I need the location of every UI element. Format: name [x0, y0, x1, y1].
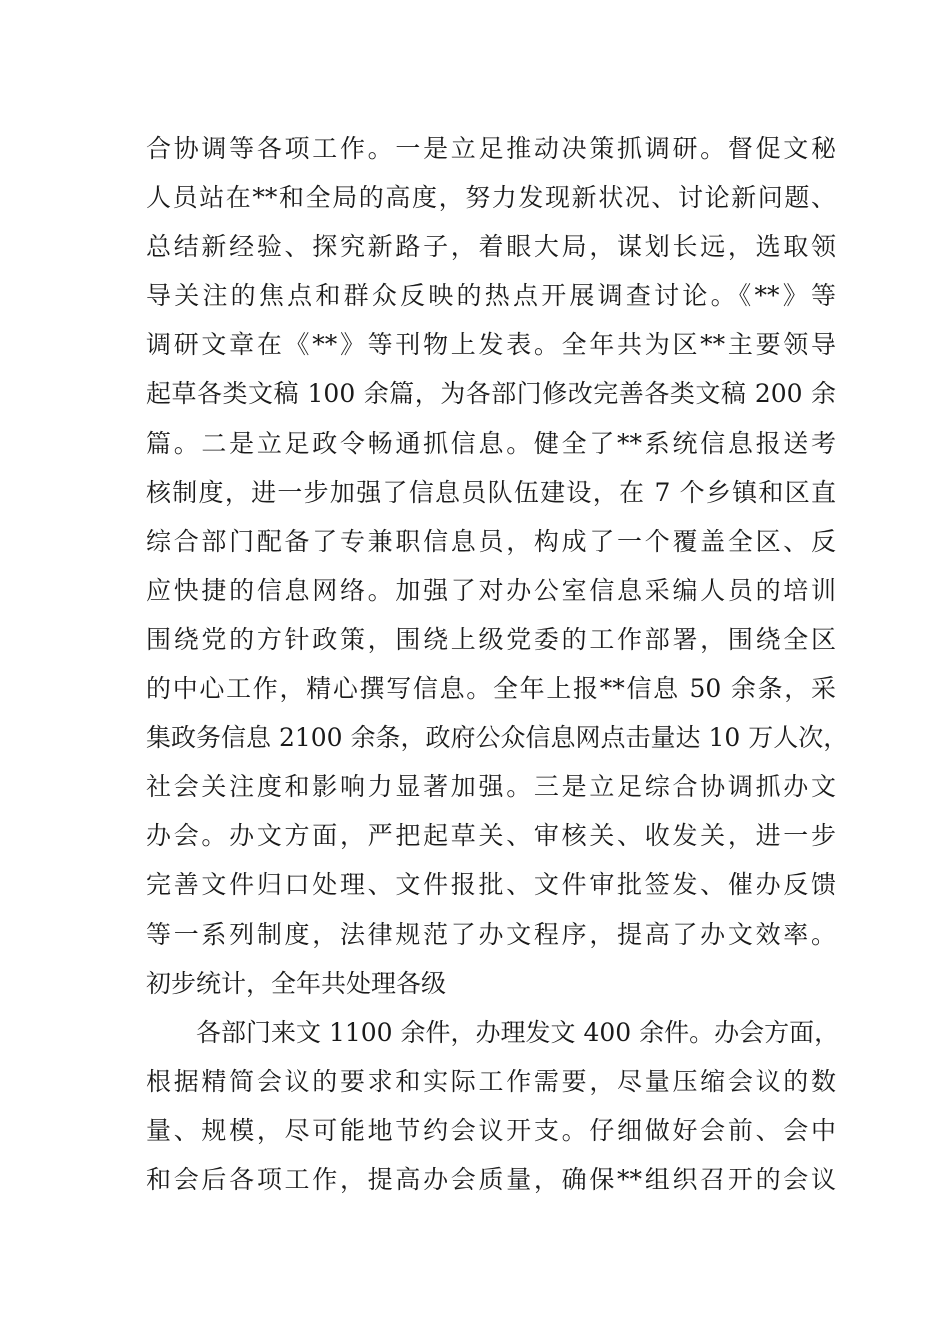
text-line: 核制度，进一步加强了信息员队伍建设，在 7 个乡镇和区直: [146, 477, 836, 507]
text-line: 合协调等各项工作。一是立足推动决策抓调研。督促文秘: [146, 134, 836, 163]
text-line: 完善文件归口处理、文件报批、文件审批签发、催办反馈: [146, 870, 836, 900]
paragraph-first-line: 各部门来文 1100 余件，办理发文 400 余件。办会方面，: [196, 1017, 840, 1047]
text-line: 总结新经验、探究新路子，着眼大局，谋划长远，选取领: [146, 232, 836, 262]
text-line: 调研文章在《**》等刊物上发表。全年共为区**主要领导: [146, 330, 836, 360]
text-line: 人员站在**和全局的高度，努力发现新状况、讨论新问题、: [146, 183, 836, 213]
text-line: 综合部门配备了专兼职信息员，构成了一个覆盖全区、反: [146, 526, 836, 556]
text-line: 等一系列制度，法律规范了办文程序，提高了办文效率。: [146, 919, 836, 949]
text-line: 和会后各项工作，提高办会质量，确保**组织召开的会议: [146, 1164, 836, 1194]
text-line: 起草各类文稿 100 余篇，为各部门修改完善各类文稿 200 余: [146, 379, 836, 409]
text-line: 应快捷的信息网络。加强了对办公室信息采编人员的培训: [146, 575, 836, 605]
text-line: 量、规模，尽可能地节约会议开支。仔细做好会前、会中: [146, 1115, 836, 1145]
text-line: 导关注的焦点和群众反映的热点开展调查讨论。《**》等: [146, 281, 836, 311]
document-body: [146, 124, 849, 1204]
text-line: 围绕党的方针政策，围绕上级党委的工作部署，围绕全区: [146, 624, 836, 654]
paragraph-end-line: 初步统计，全年共处理各级: [146, 968, 447, 998]
text-line: 社会关注度和影响力显著加强。三是立足综合协调抓办文: [146, 772, 836, 802]
text-line: 根据精简会议的要求和实际工作需要，尽量压缩会议的数: [146, 1066, 836, 1096]
text-line: 集政务信息 2100 余条，政府公众信息网点击量达 10 万人次，: [146, 723, 849, 753]
text-line: 篇。二是立足政令畅通抓信息。健全了**系统信息报送考: [146, 428, 836, 458]
text-line: 的中心工作，精心撰写信息。全年上报**信息 50 余条，采: [146, 674, 836, 704]
text-line: 办会。办文方面，严把起草关、审核关、收发关，进一步: [146, 821, 836, 851]
